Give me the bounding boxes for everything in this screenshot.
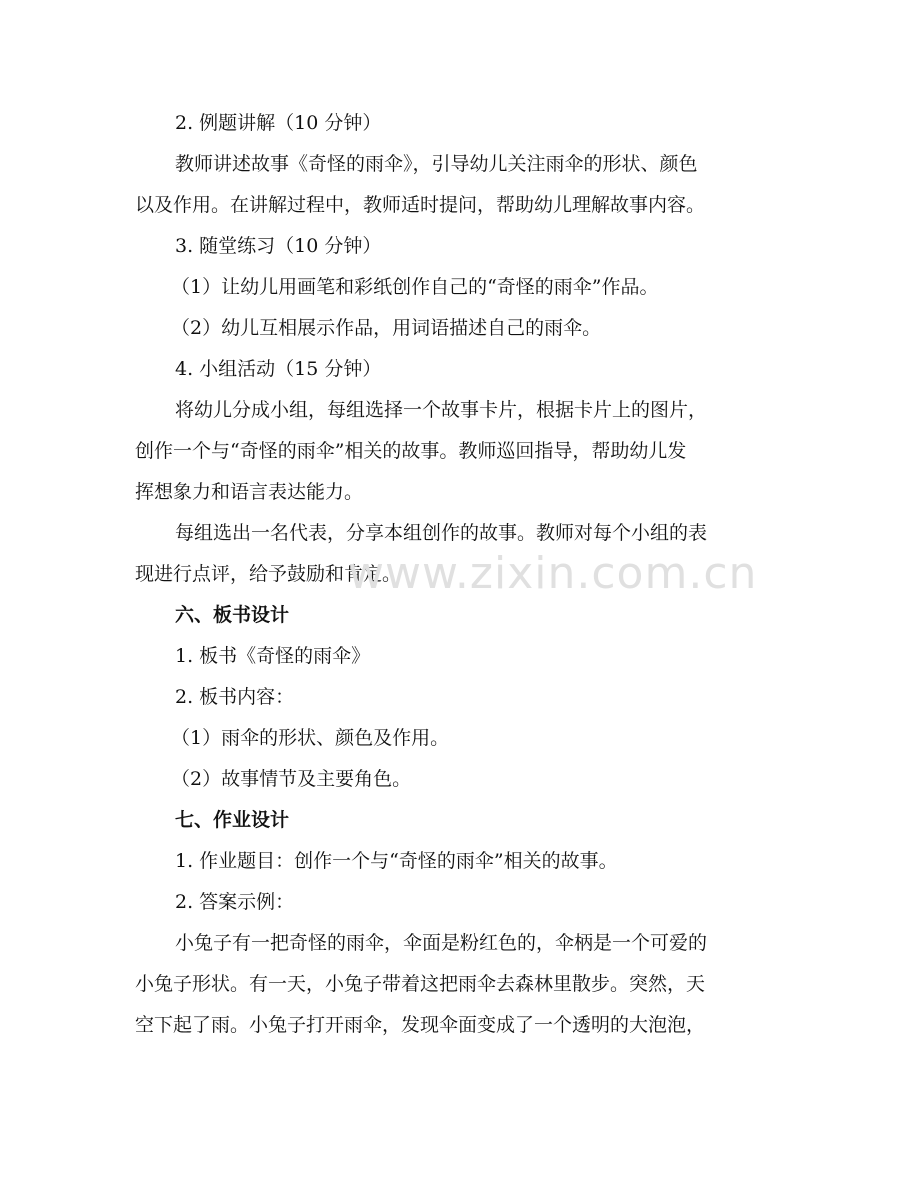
paragraph-line: 每组选出一名代表，分享本组创作的故事。教师对每个小组的表 (175, 522, 708, 544)
list-item: （2）故事情节及主要角色。 (171, 768, 412, 790)
list-item: 2. 答案示例： (175, 891, 295, 913)
list-item: （2）幼儿互相展示作品，用词语描述自己的雨伞。 (171, 317, 602, 339)
section-heading-homework-design: 七、作业设计 (175, 809, 290, 831)
section-heading-board-design: 六、板书设计 (175, 604, 290, 626)
paragraph-line: 现进行点评，给予鼓励和肯定。 (135, 563, 402, 585)
step-heading-practice: 3. 随堂练习（10 分钟） (175, 235, 382, 257)
step-heading-group-activity: 4. 小组活动（15 分钟） (175, 358, 382, 380)
list-item: 2. 板书内容： (175, 686, 295, 708)
watermark: www.zixin.com.cn (348, 548, 758, 599)
paragraph-line: 将幼儿分成小组，每组选择一个故事卡片，根据卡片上的图片， (175, 399, 708, 421)
paragraph-line: 空下起了雨。小兔子打开雨伞，发现伞面变成了一个透明的大泡泡， (135, 1014, 706, 1036)
list-item: （1）让幼儿用画笔和彩纸创作自己的“奇怪的雨伞”作品。 (171, 276, 659, 298)
paragraph-line: 教师讲述故事《奇怪的雨伞》，引导幼儿关注雨伞的形状、颜色 (175, 153, 698, 175)
paragraph-line: 以及作用。在讲解过程中，教师适时提问，帮助幼儿理解故事内容。 (135, 194, 706, 216)
paragraph-line: 挥想象力和语言表达能力。 (135, 481, 364, 503)
list-item: （1）雨伞的形状、颜色及作用。 (171, 727, 450, 749)
paragraph-line: 小兔子形状。有一天，小兔子带着这把雨伞去森林里散步。突然，天 (135, 973, 706, 995)
list-item: 1. 作业题目：创作一个与“奇怪的雨伞”相关的故事。 (175, 850, 618, 872)
step-heading-example: 2. 例题讲解（10 分钟） (175, 112, 382, 134)
paragraph-line: 创作一个与“奇怪的雨伞”相关的故事。教师巡回指导，帮助幼儿发 (135, 440, 687, 462)
list-item: 1. 板书《奇怪的雨伞》 (175, 645, 371, 667)
paragraph-line: 小兔子有一把奇怪的雨伞，伞面是粉红色的，伞柄是一个可爱的 (175, 932, 708, 954)
